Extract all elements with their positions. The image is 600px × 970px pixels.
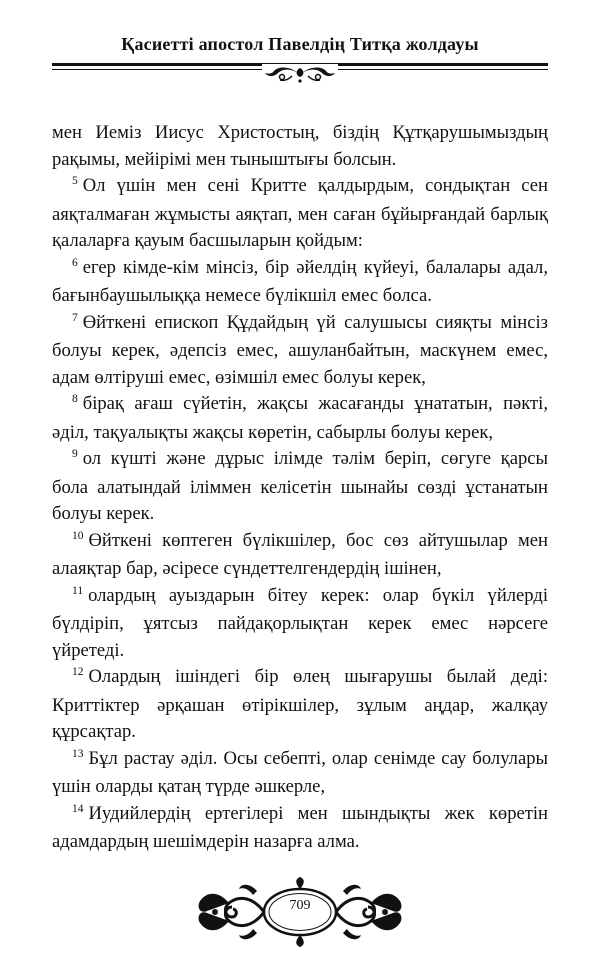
verse-number: 10 [72,529,84,542]
verse-text: бірақ ағаш сүйетін, жақсы жасағанды ұнататын, пәкті, әділ, тақуалықты жақсы көретін, сабырлы болуы керек, [52,393,548,443]
verse-number: 11 [72,584,84,597]
passage-body [52,120,548,856]
verse-10 [52,528,548,583]
page-header-title: Қасиетті апостол Павелдің Титқа жолдауы [121,34,479,54]
verse-8 [52,391,548,446]
passage-opening: мен Иеміз Иисус Христостың, біздің Құтқарушымыздың рақымы, мейірімі мен тыныштығы болсын. [52,122,548,170]
page-number: 709 [289,898,311,913]
verse-number: 5 [72,175,78,187]
verse-number: 7 [72,311,78,324]
verse-text: Иудийлердің ертегілері мен шындықты жек көретін адамдардың шешімдерін назарға алма. [52,802,548,852]
verse-12 [52,664,548,746]
verse-text: Олардың ішіндегі бір өлең шығарушы былай деді: Криттіктер әрқашан өтірікшілер, зұлым аңдар, жалқау құрсақтар. [52,666,548,742]
verse-7 [52,310,548,392]
verse-6 [52,255,548,310]
verse-text: Бұл растау әділ. Осы себепті, олар сенімде сау болулары үшін оларды қатаң түрде әшкерле, [52,747,548,797]
verse-text: Өйткені епископ Құдайдың үй салушысы сияқты мінсіз болуы керек, әдепсіз емес, ашуланбайтын, маскүнем емес, адам өлтіруші емес, өзімшіл емес болуы керек, [52,311,548,388]
verse-text: олардың ауыздарын бітеу керек: олар бүкіл үйлерді бүлдіріп, ұятсыз пайдақорлықтан керек емес нәрсеге үйретеді. [52,584,548,661]
verse-14 [52,801,548,856]
verse-13 [52,746,548,801]
verse-text: егер кімде-кім мінсіз, бір әйелдің күйеуі, балалары адал, бағынбаушылыққа немесе бүлікшіл емес болса. [52,256,548,306]
verse-9 [52,446,548,528]
verse-5 [52,173,548,255]
header-ornament-icon [262,64,338,86]
verse-number: 13 [72,747,84,760]
verse-number: 8 [72,393,78,405]
verse-text: ол күшті және дұрыс ілімде тәлім беріп, сөгуге қарсы бола алатындай іліммен келісетін шынайы сөзді ұстанатын болуы керек. [52,448,548,524]
verse-number: 9 [72,448,78,460]
verse-number: 12 [72,666,84,678]
verse-number: 6 [72,256,78,269]
verse-number: 14 [72,802,84,815]
verse-text: Ол үшін мен сені Критте қалдырдым, сондықтан сен аяқталмаған жұмысты аяқтап, мен саған бұйырғандай барлық қалаларға қауым басшыларын қойдым: [52,175,548,251]
verse-11 [52,583,548,665]
verse-text: Өйткені көптеген бүлікшілер, бос сөз айтушылар мен алаяқтар бар, әсіресе сүндеттелгендердің ішінен, [52,529,548,579]
